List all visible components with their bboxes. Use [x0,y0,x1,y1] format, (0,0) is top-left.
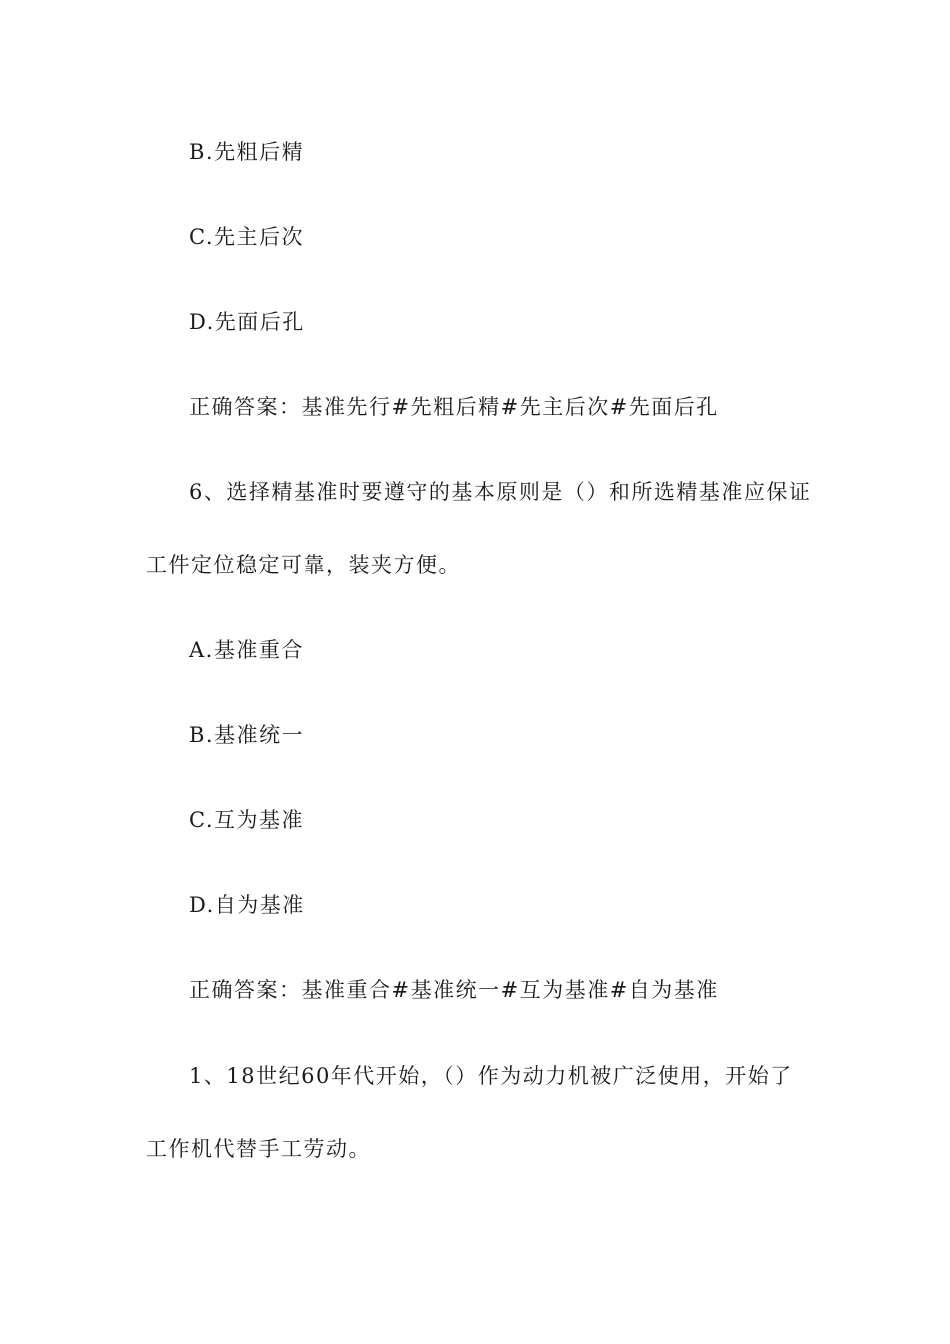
option-c: C.先主后次 [189,225,304,249]
option-b: B.先粗后精 [189,140,305,164]
question-6-text-continued: 工件定位稳定可靠，装夹方便。 [146,553,461,577]
option-c: C.互为基准 [189,808,304,832]
question-1-text-continued: 工作机代替手工劳动。 [146,1137,371,1161]
option-d: D.先面后孔 [189,310,305,334]
answer-line: 正确答案：基准重合#基准统一#互为基准#自为基准 [189,978,719,1002]
option-d: D.自为基准 [189,893,305,917]
question-1-text: 1、18世纪60年代开始，（）作为动力机被广泛使用，开始了 [189,1064,793,1088]
question-6-text: 6、选择精基准时要遵守的基本原则是（）和所选精基准应保证 [189,480,812,504]
option-b: B.基准统一 [189,723,305,747]
answer-line: 正确答案：基准先行#先粗后精#先主后次#先面后孔 [189,395,719,419]
option-a: A.基准重合 [189,638,304,662]
